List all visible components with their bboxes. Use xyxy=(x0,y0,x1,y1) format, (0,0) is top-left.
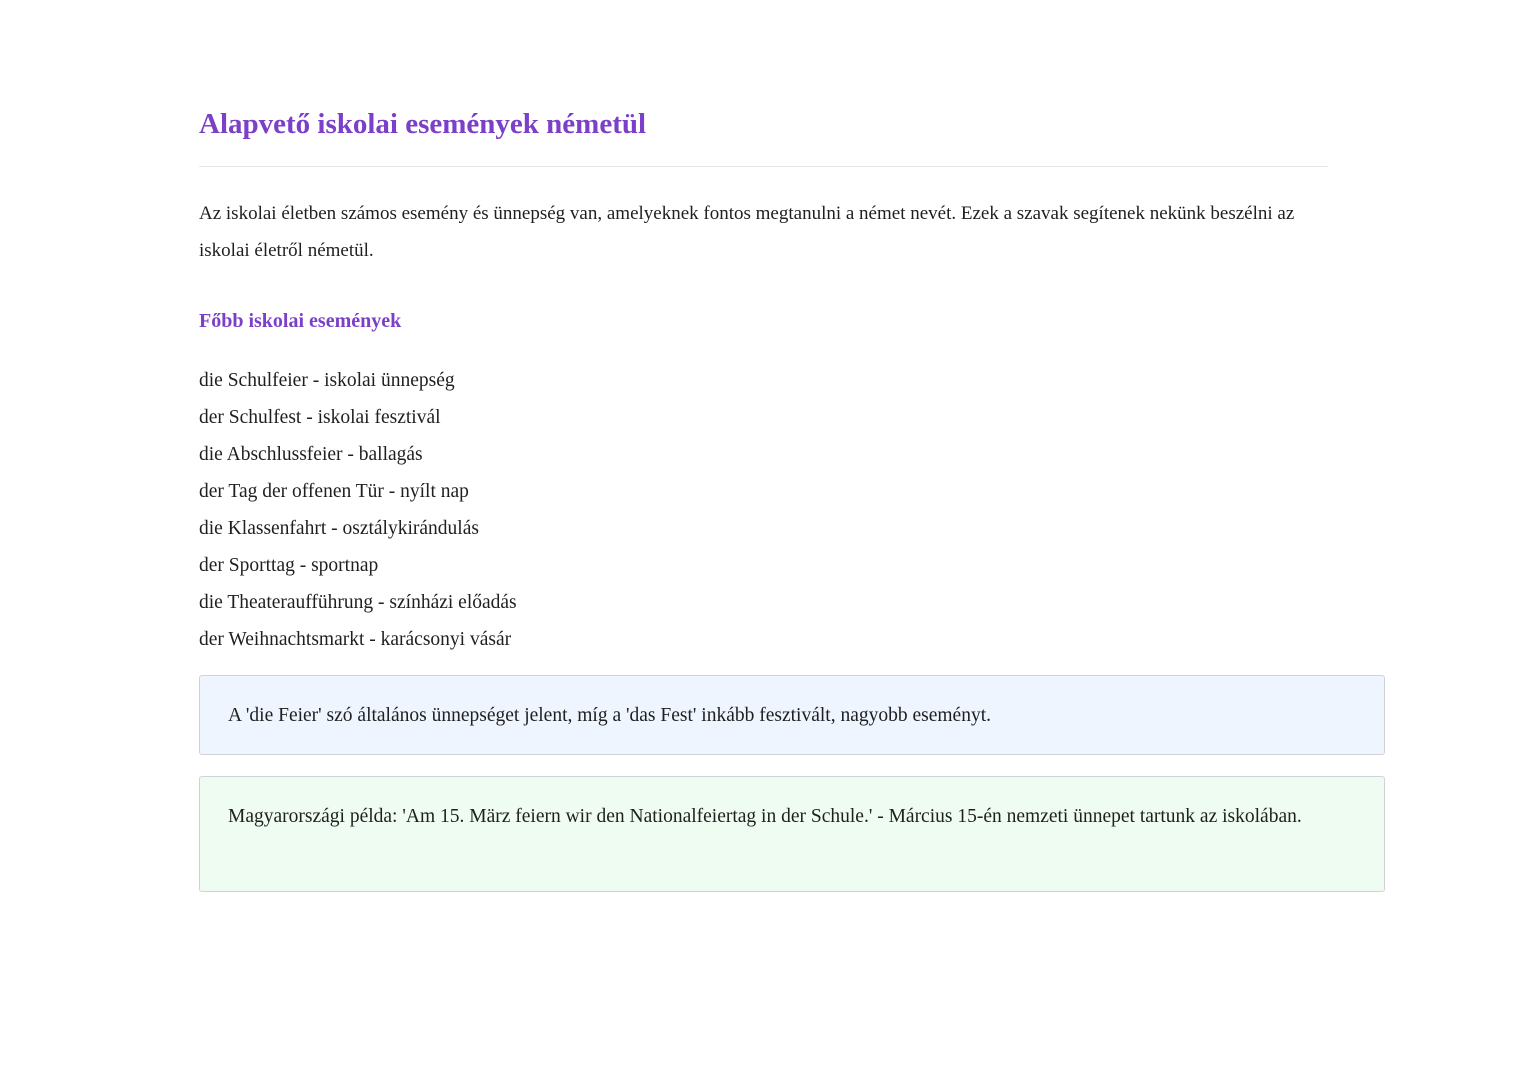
vocabulary-item: der Tag der offenen Tür - nyílt nap xyxy=(199,481,469,502)
vocabulary-item: die Schulfeier - iskolai ünnepség xyxy=(199,370,455,391)
info-note xyxy=(199,675,1385,755)
example-note-text: Magyarországi példa: 'Am 15. März feiern wir den Nationalfeiertag in der Schule.' - Március 15-én nemzeti ünnepet tartunk az iskolában. xyxy=(228,806,1302,827)
info-note-text: A 'die Feier' szó általános ünnepséget jelent, míg a 'das Fest' inkább fesztivált, nagyobb eseményt. xyxy=(228,705,991,726)
example-note xyxy=(199,776,1385,892)
intro-paragraph: Az iskolai életben számos esemény és ünnepség van, amelyeknek fontos megtanulni a német nevét. Ezek a szavak segítenek nekünk beszélni az iskolai életről németül. xyxy=(199,203,1295,261)
vocabulary-item: die Klassenfahrt - osztálykirándulás xyxy=(199,518,479,539)
vocabulary-item: der Weihnachtsmarkt - karácsonyi vásár xyxy=(199,629,512,650)
page-title: Alapvető iskolai események németül xyxy=(199,100,1328,167)
vocabulary-list xyxy=(199,362,1385,658)
vocabulary-item: der Sporttag - sportnap xyxy=(199,555,379,576)
vocabulary-item: der Schulfest - iskolai fesztivál xyxy=(199,407,441,428)
vocabulary-item: die Abschlussfeier - ballagás xyxy=(199,444,423,465)
vocabulary-item: die Theateraufführung - színházi előadás xyxy=(199,592,517,613)
lesson-page xyxy=(199,100,1385,892)
section-title: Főbb iskolai események xyxy=(199,310,402,332)
